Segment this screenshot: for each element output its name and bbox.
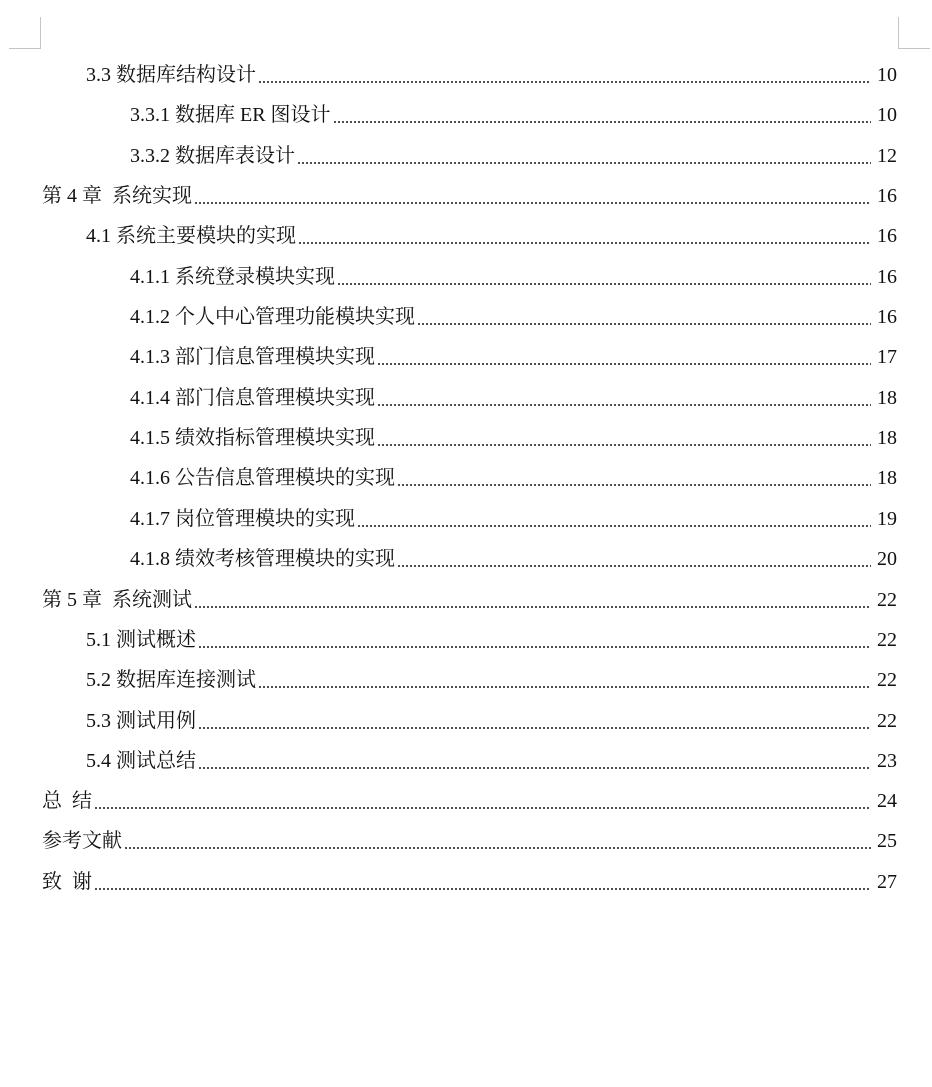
toc-entry-title: 致 谢 (42, 871, 92, 893)
toc-entry[interactable] (0, 462, 932, 490)
toc-dot-leader (94, 868, 871, 892)
toc-dot-leader (198, 747, 871, 771)
toc-entry-page: 10 (877, 64, 897, 86)
toc-entry-title: 4.1.2 个人中心管理功能模块实现 (130, 306, 415, 328)
toc-entry-title: 5.2 数据库连接测试 (86, 669, 256, 691)
toc-entry-page: 25 (877, 830, 897, 852)
toc-entry-title: 4.1 系统主要模块的实现 (86, 225, 296, 247)
toc-entry-title: 4.1.4 部门信息管理模块实现 (130, 387, 375, 409)
toc-dot-leader (258, 61, 871, 85)
toc-entry[interactable] (0, 584, 932, 612)
toc-entry[interactable] (0, 543, 932, 571)
toc-dot-leader (297, 142, 871, 166)
toc-dot-leader (298, 222, 871, 246)
toc-entry-title: 5.3 测试用例 (86, 710, 196, 732)
toc-entry[interactable] (0, 301, 932, 329)
toc-entry-page: 24 (877, 790, 897, 812)
toc-entry-title: 4.1.8 绩效考核管理模块的实现 (130, 548, 395, 570)
toc-entry-title: 3.3 数据库结构设计 (86, 64, 256, 86)
toc-entry[interactable] (0, 825, 932, 853)
toc-dot-leader (377, 424, 871, 448)
toc-entry-page: 19 (877, 508, 897, 530)
toc-entry[interactable] (0, 422, 932, 450)
toc-dot-leader (337, 263, 871, 287)
toc-entry-title: 3.3.2 数据库表设计 (130, 145, 295, 167)
toc-entry-title: 5.4 测试总结 (86, 750, 196, 772)
toc-entry-title: 3.3.1 数据库 ER 图设计 (130, 104, 331, 126)
toc-entry-page: 20 (877, 548, 897, 570)
toc-dot-leader (377, 343, 871, 367)
toc-entry-title: 第 4 章 系统实现 (42, 185, 192, 207)
toc-entry[interactable] (0, 503, 932, 531)
toc-entry[interactable] (0, 664, 932, 692)
toc-dot-leader (357, 505, 871, 529)
toc-entry-page: 16 (877, 185, 897, 207)
toc-entry-page: 18 (877, 427, 897, 449)
toc-entry[interactable] (0, 705, 932, 733)
toc-entry-page: 18 (877, 387, 897, 409)
toc-entry-page: 22 (877, 629, 897, 651)
toc-entry-page: 22 (877, 669, 897, 691)
toc-dot-leader (258, 666, 871, 690)
toc-dot-leader (194, 182, 871, 206)
toc-entry[interactable] (0, 785, 932, 813)
toc-entry[interactable] (0, 99, 932, 127)
toc-dot-leader (377, 384, 871, 408)
toc-dot-leader (198, 626, 871, 650)
toc-entry-page: 22 (877, 589, 897, 611)
toc-entry-title: 参考文献 (42, 830, 122, 852)
toc-entry-title: 第 5 章 系统测试 (42, 589, 192, 611)
toc-entry-page: 10 (877, 104, 897, 126)
toc-entry[interactable] (0, 866, 932, 894)
toc-entry[interactable] (0, 140, 932, 168)
toc-entry[interactable] (0, 180, 932, 208)
toc-entry-page: 16 (877, 266, 897, 288)
toc-entry-page: 23 (877, 750, 897, 772)
toc-entry-title: 总 结 (42, 790, 92, 812)
page-corner-mark-top-right (898, 17, 930, 49)
toc-dot-leader (397, 464, 871, 488)
toc-dot-leader (194, 586, 871, 610)
toc-entry-page: 18 (877, 467, 897, 489)
toc-dot-leader (198, 707, 871, 731)
toc-entry[interactable] (0, 220, 932, 248)
toc-entry[interactable] (0, 624, 932, 652)
toc-entry-page: 22 (877, 710, 897, 732)
toc-entry-title: 4.1.6 公告信息管理模块的实现 (130, 467, 395, 489)
toc-entry-title: 4.1.7 岗位管理模块的实现 (130, 508, 355, 530)
toc-dot-leader (124, 827, 871, 851)
toc-entry-page: 16 (877, 306, 897, 328)
toc-entry-page: 17 (877, 346, 897, 368)
toc-entry[interactable] (0, 382, 932, 410)
toc-entry-page: 16 (877, 225, 897, 247)
toc-entry-title: 4.1.3 部门信息管理模块实现 (130, 346, 375, 368)
toc-entry-title: 5.1 测试概述 (86, 629, 196, 651)
toc-entry[interactable] (0, 341, 932, 369)
toc-dot-leader (94, 787, 871, 811)
toc-dot-leader (397, 545, 871, 569)
toc-dot-leader (417, 303, 871, 327)
toc-entry-page: 12 (877, 145, 897, 167)
toc-entry-page: 27 (877, 871, 897, 893)
page-corner-mark-top-left (9, 17, 41, 49)
toc-entry[interactable] (0, 59, 932, 87)
toc-entry[interactable] (0, 261, 932, 289)
toc-entry-title: 4.1.1 系统登录模块实现 (130, 266, 335, 288)
toc-dot-leader (333, 101, 871, 125)
toc-entry[interactable] (0, 745, 932, 773)
toc-entry-title: 4.1.5 绩效指标管理模块实现 (130, 427, 375, 449)
